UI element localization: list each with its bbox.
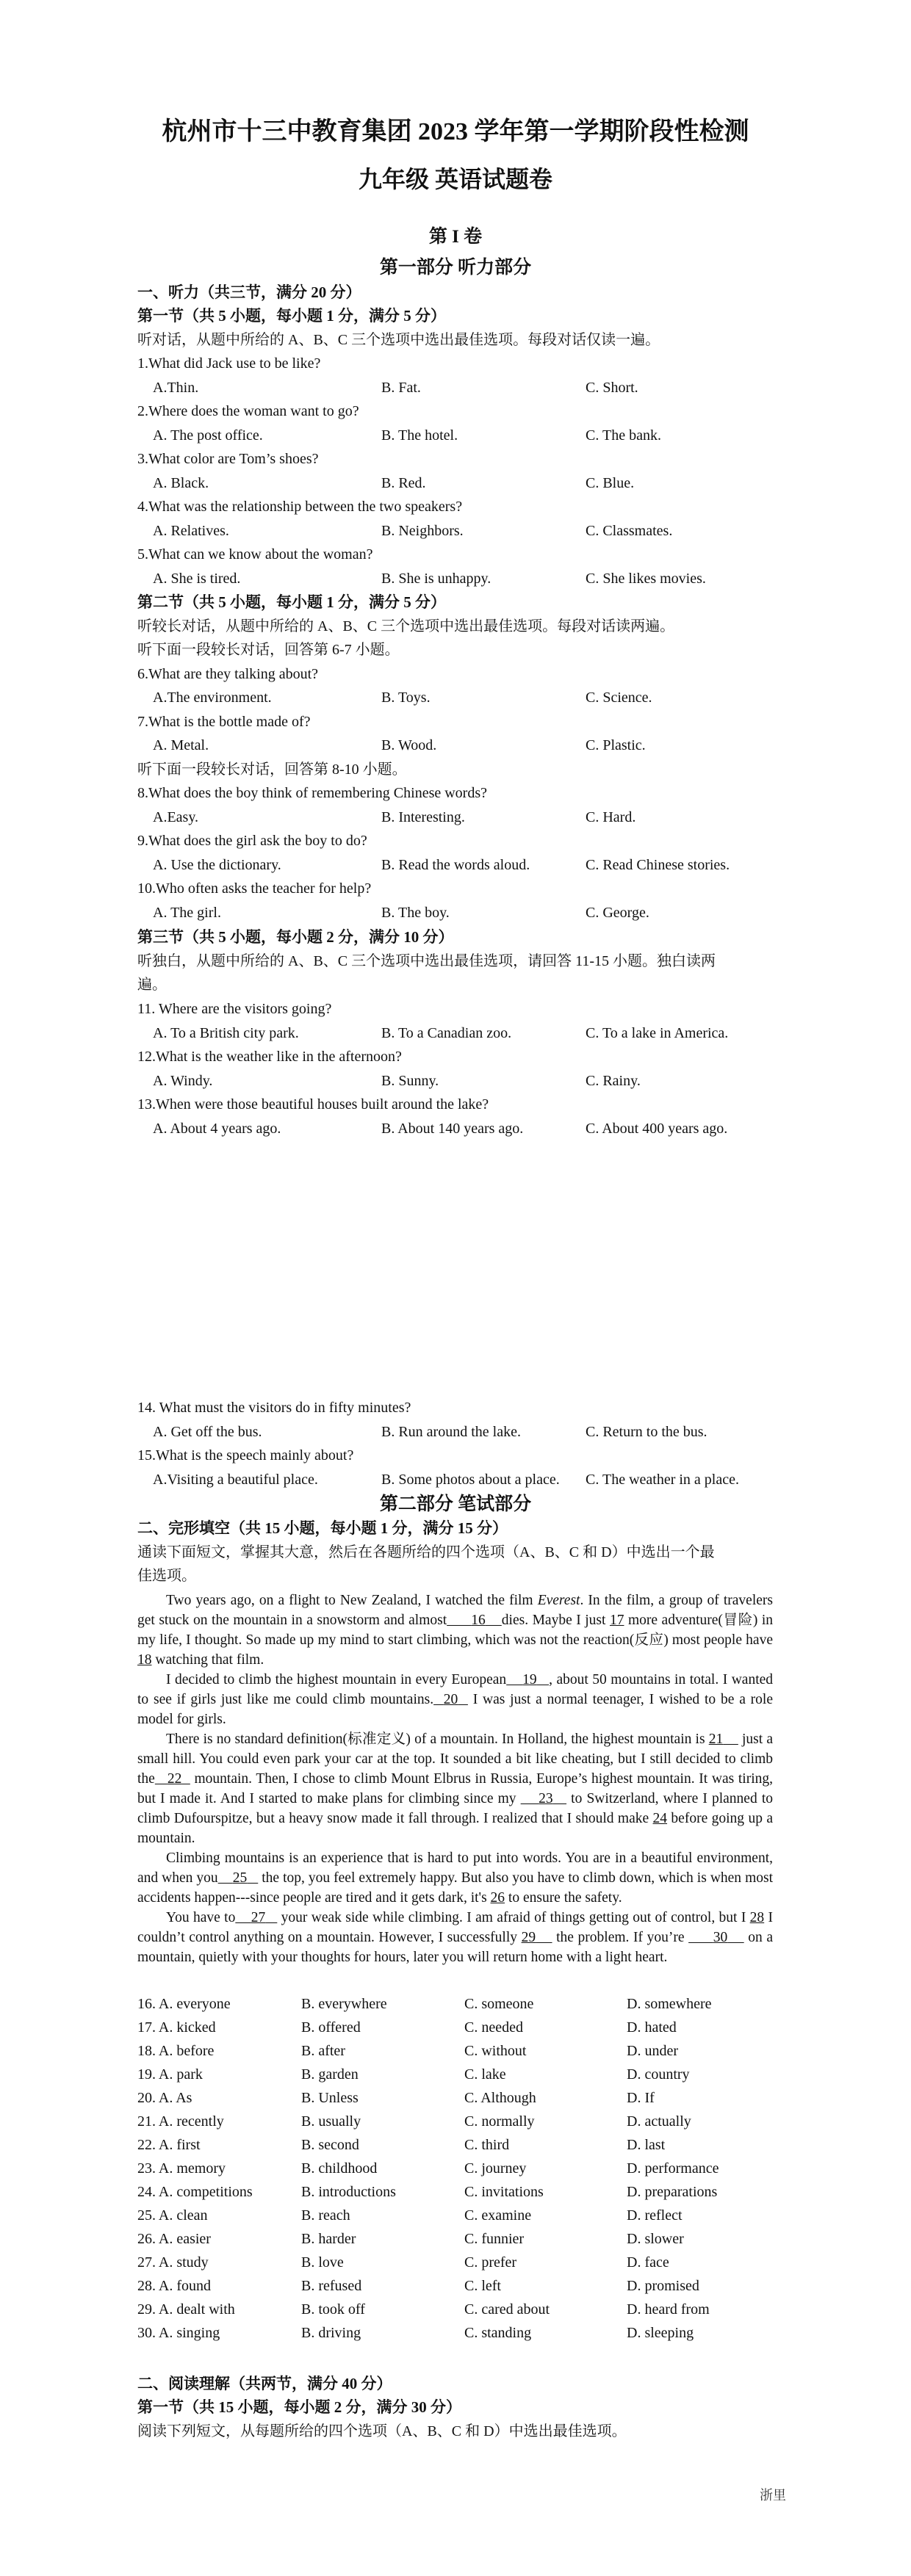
option-d[interactable]: D. last [627, 2137, 666, 2153]
blank-19[interactable]: 19 [522, 1672, 537, 1687]
exam-subtitle: 九年级 英语试题卷 [358, 166, 552, 192]
option-a[interactable]: A. She is tired. [153, 571, 241, 587]
blank-22[interactable]: 22 [167, 1771, 182, 1787]
option-a[interactable]: 26. A. easier [137, 2231, 211, 2247]
option-a[interactable]: 24. A. competitions [137, 2184, 253, 2200]
option-a[interactable]: 23. A. memory [137, 2160, 226, 2177]
option-b[interactable]: B. took off [301, 2301, 365, 2318]
question-stem: 6.What are they talking about? [137, 666, 319, 682]
option-b[interactable]: B. garden [301, 2066, 359, 2083]
passage-text: dies. Maybe I just [501, 1613, 610, 1628]
cloze-instructions-line1: 通读下面短文，掌握其大意，然后在各题所给的四个选项（A、B、C 和 D）中选出一个最 [137, 1544, 715, 1560]
option-d[interactable]: D. sleeping [627, 2325, 694, 2341]
option-a[interactable]: 19. A. park [137, 2066, 203, 2083]
question-stem: 2.Where does the woman want to go? [137, 403, 359, 419]
option-b[interactable]: B. Wood. [381, 737, 437, 753]
blank-29[interactable]: 29 [521, 1930, 536, 1945]
question-stem: 1.What did Jack use to be like? [137, 355, 321, 372]
option-a[interactable]: A. The girl. [153, 905, 221, 921]
option-c[interactable]: C. third [464, 2137, 510, 2153]
option-b[interactable]: B. Neighbors. [381, 523, 464, 539]
passage-text: I decided to climb the highest mountain in every European [166, 1672, 507, 1687]
question-stem: 5.What can we know about the woman? [137, 546, 373, 562]
option-c[interactable]: C. without [464, 2043, 527, 2059]
cloze-instructions-line2: 佳选项。 [137, 1568, 196, 1584]
passage-paragraph [137, 1670, 773, 1729]
cloze-heading: 二、完形填空（共 15 小题，每小题 1 分，满分 15 分） [137, 1519, 508, 1537]
option-c[interactable]: C. Plastic. [586, 737, 646, 753]
option-c[interactable]: C. funnier [464, 2231, 525, 2247]
blank-27[interactable]: 27 [251, 1910, 266, 1925]
cloze-passage [137, 1591, 773, 1967]
passage-text: Climbing mountains is an experience that is hard to put into words. You are in a beautiful environment, and when you [137, 1850, 773, 1886]
passage-text: You have to [166, 1910, 236, 1925]
option-b[interactable]: B. everywhere [301, 1996, 387, 2012]
option-b[interactable]: B. introductions [301, 2184, 396, 2200]
option-c[interactable]: C. someone [464, 1996, 534, 2012]
option-d[interactable]: D. reflect [627, 2207, 683, 2224]
option-b[interactable]: B. About 140 years ago. [381, 1121, 524, 1137]
option-c[interactable]: C. journey [464, 2160, 527, 2177]
option-c[interactable]: C. standing [464, 2325, 532, 2341]
passage-text: , about 50 mountains in total. I wanted to see if girls just like me could climb mountains. [137, 1672, 774, 1707]
option-b[interactable]: B. offered [301, 2019, 361, 2036]
option-a[interactable]: A. Metal. [153, 737, 209, 753]
option-d[interactable]: D. under [627, 2043, 678, 2059]
section3-instructions-line1: 听独白，从题中所给的 A、B、C 三个选项中选出最佳选项，请回答 11-15 小题。独白读两 [137, 953, 716, 969]
passage-paragraph [137, 1729, 773, 1848]
option-b[interactable]: B. Run around the lake. [381, 1424, 521, 1440]
passage-text: before going up a mountain. [137, 1811, 773, 1846]
option-c[interactable]: C. She likes movies. [586, 571, 706, 587]
film-title: Everest [537, 1593, 580, 1608]
option-d[interactable]: D. performance [627, 2160, 719, 2177]
option-b[interactable]: B. Toys. [381, 690, 431, 706]
option-b[interactable]: B. reach [301, 2207, 350, 2224]
blank-30[interactable]: 30 [713, 1930, 728, 1945]
passage-text: your weak side while climbing. I am afraid of things getting out of control, but I [277, 1910, 750, 1925]
passage-paragraph [137, 1908, 773, 1967]
question-stem: 15.What is the speech mainly about? [137, 1447, 354, 1464]
option-b[interactable]: B. harder [301, 2231, 356, 2247]
option-c[interactable]: C. Although [464, 2090, 536, 2106]
option-c[interactable]: C. To a lake in America. [586, 1025, 729, 1041]
section3-heading: 第三节（共 5 小题，每小题 2 分，满分 10 分） [137, 928, 454, 946]
option-c[interactable]: C. Return to the bus. [586, 1424, 707, 1440]
blank-16[interactable]: 16 [471, 1613, 486, 1628]
option-a[interactable]: A. Get off the bus. [153, 1424, 262, 1440]
passage-text: watching that film. [151, 1652, 264, 1668]
blank-17[interactable]: 17 [609, 1613, 624, 1628]
option-a[interactable]: 21. A. recently [137, 2113, 224, 2130]
option-d[interactable]: D. hated [627, 2019, 677, 2036]
option-c[interactable]: C. About 400 years ago. [586, 1121, 728, 1137]
option-b[interactable]: B. Red. [381, 475, 426, 491]
passage-text: mountain. Then, I chose to climb Mount Elbrus in Russia, Europe’s highest mountain. It was tiring, but I made it. And I started to make plans for climbing since my [137, 1771, 774, 1806]
reading-section1-heading: 第一节（共 15 小题，每小题 2 分，满分 30 分） [137, 2398, 461, 2416]
passage-text: I was just a normal teenager, I wished to be a role model for girls. [137, 1692, 773, 1727]
passage-text: more adventure(冒险) in my life, I thought. So made up my mind to start climbing, which was not the reaction(反应) most people have [137, 1613, 774, 1648]
option-a[interactable]: A. Use the dictionary. [153, 857, 281, 873]
option-a[interactable]: A. To a British city park. [153, 1025, 299, 1041]
option-d[interactable]: D. preparations [627, 2184, 718, 2200]
option-b[interactable]: B. Sunny. [381, 1073, 439, 1089]
option-c[interactable]: C. Read Chinese stories. [586, 857, 730, 873]
section2-instructions: 听较长对话，从题中所给的 A、B、C 三个选项中选出最佳选项。每段对话读两遍。 [137, 618, 675, 634]
option-c[interactable]: C. invitations [464, 2184, 544, 2200]
blank-25[interactable]: 25 [232, 1870, 248, 1886]
option-c[interactable]: C. The bank. [586, 427, 661, 444]
reading-heading: 二、阅读理解（共两节，满分 40 分） [137, 2375, 392, 2392]
option-a[interactable]: A. Black. [153, 475, 209, 491]
option-b[interactable]: B. Fat. [381, 380, 421, 396]
option-c[interactable]: C. prefer [464, 2254, 517, 2271]
option-a[interactable]: A. Relatives. [153, 523, 229, 539]
option-a[interactable]: 27. A. study [137, 2254, 209, 2271]
option-c[interactable]: C. Classmates. [586, 523, 673, 539]
blank-20[interactable]: 20 [443, 1692, 458, 1707]
question-stem: 13.When were those beautiful houses built around the lake? [137, 1096, 489, 1112]
option-a[interactable]: A.Thin. [153, 380, 199, 396]
option-c[interactable]: C. Science. [586, 690, 652, 706]
option-b[interactable]: B. Read the words aloud. [381, 857, 530, 873]
option-d[interactable]: D. country [627, 2066, 690, 2083]
option-b[interactable]: B. driving [301, 2325, 361, 2341]
option-d[interactable]: D. heard from [627, 2301, 710, 2318]
question-stem: 12.What is the weather like in the afternoon? [137, 1049, 402, 1065]
section1-instructions: 听对话，从题中所给的 A、B、C 三个选项中选出最佳选项。每段对话仅读一遍。 [137, 332, 660, 348]
option-c[interactable]: C. needed [464, 2019, 523, 2036]
option-b[interactable]: B. She is unhappy. [381, 571, 491, 587]
option-c[interactable]: C. lake [464, 2066, 506, 2083]
option-b[interactable]: B. The hotel. [381, 427, 458, 444]
option-a[interactable]: A. Windy. [153, 1073, 213, 1089]
option-a[interactable]: A.The environment. [153, 690, 272, 706]
passage-paragraph [137, 1591, 773, 1670]
blank-18[interactable]: 18 [137, 1652, 152, 1668]
exam-title: 杭州市十三中教育集团 2023 学年第一学期阶段性检测 [162, 118, 749, 145]
option-c[interactable]: C. normally [464, 2113, 535, 2130]
section2-heading: 第二节（共 5 小题，每小题 1 分，满分 5 分） [137, 593, 446, 611]
passage-text: I couldn’t control anything on a mountain. However, I successfully [137, 1910, 774, 1945]
option-a[interactable]: 22. A. first [137, 2137, 201, 2153]
option-c[interactable]: C. examine [464, 2207, 532, 2224]
option-b[interactable]: B. Some photos about a place. [381, 1472, 560, 1488]
option-d[interactable]: D. If [627, 2090, 655, 2106]
passage-text: There is no standard definition(标准定义) of a mountain. In Holland, the highest mountain is [166, 1732, 709, 1747]
option-c[interactable]: C. Blue. [586, 475, 635, 491]
question-stem: 4.What was the relationship between the two speakers? [137, 499, 463, 515]
passage-text: the problem. If you’re [552, 1930, 689, 1945]
footer-mark: 浙里 [760, 2488, 786, 2503]
section2-sub-instructions-2: 听下面一段较长对话，回答第 8-10 小题。 [137, 761, 407, 778]
option-b[interactable]: B. To a Canadian zoo. [381, 1025, 512, 1041]
option-a[interactable]: A. About 4 years ago. [153, 1121, 281, 1137]
option-d[interactable]: D. slower [627, 2231, 684, 2247]
blank-26[interactable]: 26 [490, 1890, 505, 1906]
passage-paragraph [137, 1848, 773, 1908]
option-d[interactable]: D. actually [627, 2113, 691, 2130]
option-a[interactable]: A. The post office. [153, 427, 263, 444]
option-c[interactable]: C. left [464, 2278, 501, 2294]
blank-28[interactable]: 28 [749, 1910, 765, 1925]
option-a[interactable]: 18. A. before [137, 2043, 215, 2059]
option-c[interactable]: C. Short. [586, 380, 638, 396]
volume-label: 第 I 卷 [428, 227, 483, 247]
option-a[interactable]: 30. A. singing [137, 2325, 220, 2341]
question-stem: 10.Who often asks the teacher for help? [137, 880, 372, 897]
option-a[interactable]: A.Visiting a beautiful place. [153, 1472, 318, 1488]
option-a[interactable]: 16. A. everyone [137, 1996, 231, 2012]
reading-instructions: 阅读下列短文，从每题所给的四个选项（A、B、C 和 D）中选出最佳选项。 [137, 2423, 627, 2439]
option-a[interactable]: 25. A. clean [137, 2207, 208, 2224]
passage-text: to ensure the safety. [505, 1890, 622, 1906]
option-d[interactable]: D. face [627, 2254, 669, 2271]
option-b[interactable]: B. Interesting. [381, 809, 465, 825]
option-b[interactable]: B. The boy. [381, 905, 450, 921]
blank-24[interactable]: 24 [652, 1811, 668, 1826]
section2-sub-instructions-1: 听下面一段较长对话，回答第 6-7 小题。 [137, 642, 400, 658]
option-b[interactable]: B. Unless [301, 2090, 359, 2106]
option-a[interactable]: 20. A. As [137, 2090, 192, 2106]
part1-heading: 第一部分 听力部分 [379, 258, 532, 278]
passage-text: Two years ago, on a flight to New Zealand, I watched the film [166, 1593, 538, 1608]
section1-heading: 第一节（共 5 小题，每小题 1 分，满分 5 分） [137, 307, 446, 325]
option-b[interactable]: B. love [301, 2254, 344, 2271]
option-c[interactable]: C. cared about [464, 2301, 550, 2318]
question-stem: 7.What is the bottle made of? [137, 714, 311, 730]
option-b[interactable]: B. refused [301, 2278, 362, 2294]
option-c[interactable]: C. George. [586, 905, 649, 921]
question-stem: 11. Where are the visitors going? [137, 1001, 332, 1017]
section3-instructions-line2: 遍。 [137, 977, 167, 993]
listening-heading: 一、听力（共三节，满分 20 分） [137, 283, 361, 301]
option-a[interactable]: 28. A. found [137, 2278, 211, 2294]
part2-heading: 第二部分 笔试部分 [379, 1494, 532, 1514]
question-stem: 9.What does the girl ask the boy to do? [137, 833, 367, 849]
option-b[interactable]: B. second [301, 2137, 359, 2153]
option-a[interactable]: 17. A. kicked [137, 2019, 216, 2036]
question-stem: 3.What color are Tom’s shoes? [137, 451, 319, 467]
passage-text: . In the film, a group of travelers get stuck on the mountain in a snowstorm and almost [137, 1593, 773, 1628]
passage-text: on a mountain, quietly with your thoughts for hours, later you will return home with a light heart. [137, 1930, 774, 1965]
option-c[interactable]: C. Rainy. [586, 1073, 641, 1089]
passage-text: to Switzerland, where I planned to climb Dufourspitze, but a heavy snow made it fall through. I realized that I should make [137, 1791, 773, 1826]
option-d[interactable]: D. promised [627, 2278, 699, 2294]
option-a[interactable]: 29. A. dealt with [137, 2301, 235, 2318]
option-a[interactable]: A.Easy. [153, 809, 199, 825]
question-stem: 8.What does the boy think of remembering Chinese words? [137, 785, 487, 801]
option-d[interactable]: D. somewhere [627, 1996, 712, 2012]
option-c[interactable]: C. The weather in a place. [586, 1472, 739, 1488]
passage-text: just a small hill. You could even park your car at the top. It sounded a bit like cheating, but I still decided to climb the [137, 1732, 773, 1787]
question-stem: 14. What must the visitors do in fifty minutes? [137, 1400, 411, 1416]
option-c[interactable]: C. Hard. [586, 809, 636, 825]
passage-text: the top, you feel extremely happy. But also you have to climb down, which is when most accidents happen---since people are tired and it gets dark, it's [137, 1870, 773, 1906]
option-b[interactable]: B. after [301, 2043, 345, 2059]
blank-21[interactable]: 21 [708, 1732, 724, 1747]
option-b[interactable]: B. usually [301, 2113, 361, 2130]
option-b[interactable]: B. childhood [301, 2160, 378, 2177]
blank-23[interactable]: 23 [539, 1791, 553, 1806]
